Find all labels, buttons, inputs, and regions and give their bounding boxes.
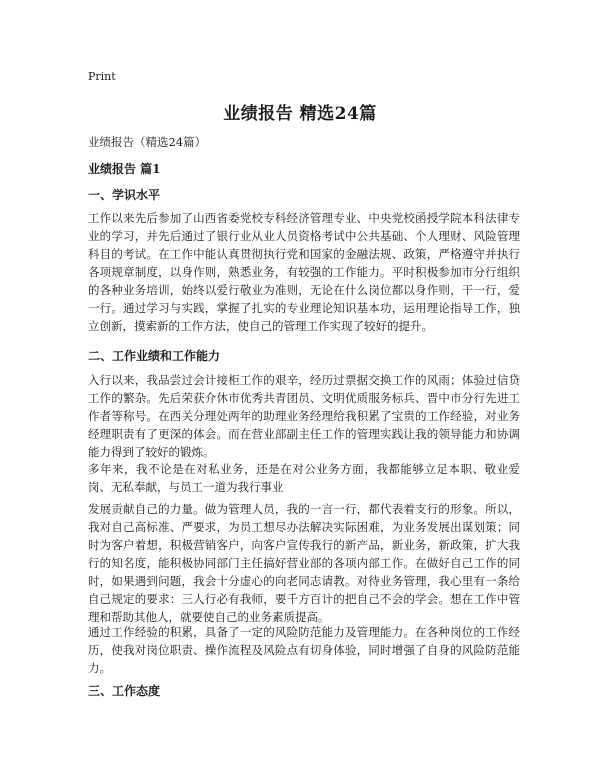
section-heading-performance: 二、工作业绩和工作能力	[88, 349, 221, 363]
section-heading-attitude: 三、工作态度	[88, 684, 161, 698]
section-heading-knowledge: 一、学识水平	[88, 188, 161, 202]
paragraph: 入行以来，我品尝过会计接柜工作的艰辛，经历过票据交换工作的风雨；体验过信贷工作的繁杂。先后荣获介休市优秀共青团员、文明优质服务标兵、晋中市分行先进工作者等称号。在西关分理处两年的助理业务经理给我积累了宝贵的工作经验，对业务经理职责有了更深的体会。而在营业部副主任工作的管理实践让我的领导能力和协调能力得到了较好的锻炼。	[88, 373, 520, 459]
part-heading: 业绩报告 篇1	[88, 162, 161, 176]
print-label[interactable]: Print	[88, 70, 116, 83]
paragraph: 多年来，我不论是在对私业务，还是在对公业务方面，我都能够立足本职、敬业爱岗、无私奉献，与员工一道为我行事业	[88, 462, 520, 494]
paragraph: 工作以来先后参加了山西省委党校专科经济管理专业、中央党校函授学院本科法律专业的学习，并先后通过了银行业从业人员资格考试中公共基础、个人理财、风险管理科目的考试。在工作中能认真贯彻执行党和国家的金融法规、政策，严格遵守并执行各项规章制度，以身作则，熟悉业务，有较强的工作能力。平时积极参加市分行组织的各种业务培训，始终以爱行敬业为准则，无论在什么岗位都以身作则，干一行，爱一行。通过学习与实践，掌握了扎实的专业理论知识基本功，运用理论指导工作，独立创新，摸索新的工作方法，使自己的管理工作实现了较好的提升。	[88, 211, 520, 333]
paragraph: 通过工作经验的积累，具备了一定的风险防范能力及管理能力。在各种岗位的工作经历，使我对岗位职责、操作流程及风险点有切身体验，同时增强了自身的风险防范能力。	[88, 625, 520, 675]
paragraph: 发展贡献自己的力量。做为管理人员，我的一言一行，都代表着支行的形象。所以，我对自己高标准、严要求，为员工想尽办法解决实际困难，为业务发展出谋划策；同时为客户着想，积极营销客户，向客户宣传我行的新产品，新业务，新政策，扩大我行的知名度，能积极协同部门主任搞好营业部的各项内部工作。在做好自己工作的同时，如果遇到问题，我会十分虚心的向老同志请教。对待业务管理，我心里有一条给自己规定的要求：三人行必有我师，要千方百计的把自己不会的学会。想在工作中管理和帮助其他人，就要使自己的业务素质提高。	[88, 502, 520, 624]
document-subtitle: 业绩报告（精选24篇）	[88, 135, 207, 149]
document-title: 业绩报告 精选24篇	[223, 104, 377, 124]
